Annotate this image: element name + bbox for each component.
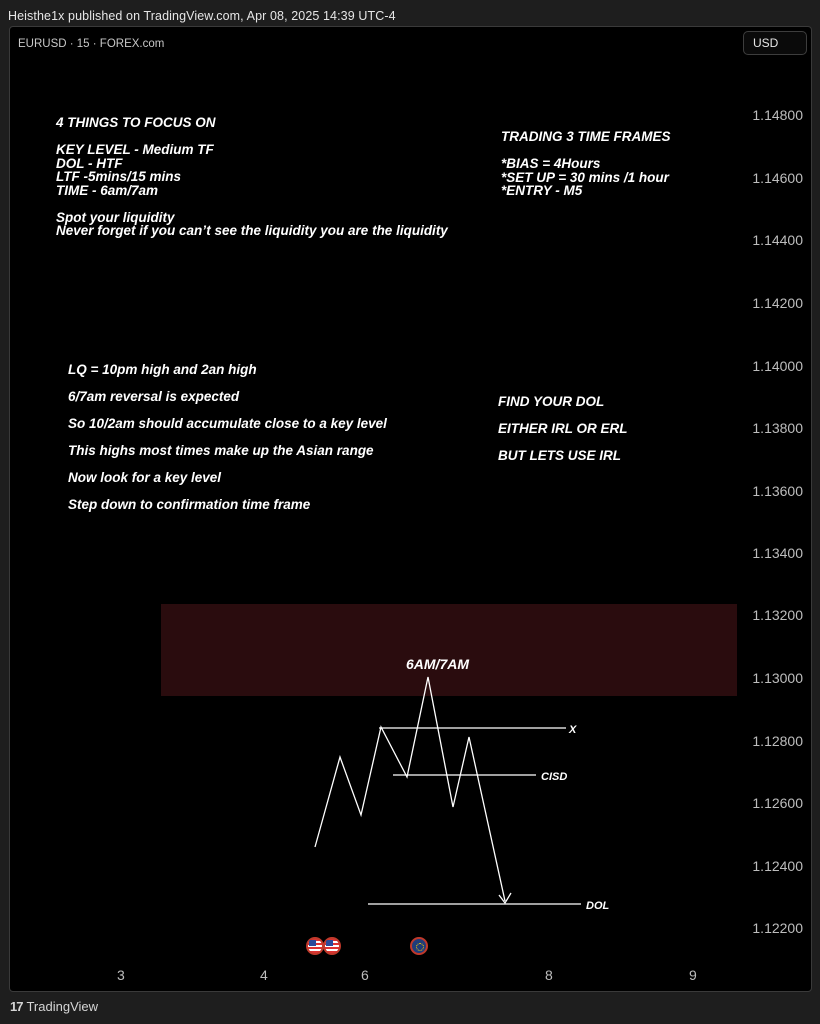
- publish-info: Heisthe1x published on TradingView.com, Apr 08, 2025 14:39 UTC-4: [8, 9, 396, 23]
- price-label: 1.13800: [752, 420, 803, 436]
- price-label: 1.12800: [752, 733, 803, 749]
- price-label: 1.13600: [752, 483, 803, 499]
- price-label: 1.14600: [752, 170, 803, 186]
- tradingview-logo-icon: 17: [10, 999, 23, 1014]
- lq-line: So 10/2am should accumulate close to a key level: [68, 416, 387, 431]
- price-label: 1.14200: [752, 295, 803, 311]
- brand-text: TradingView: [26, 999, 99, 1014]
- price-label: 1.13200: [752, 607, 803, 623]
- focus-title: 4 THINGS TO FOCUS ON: [56, 115, 216, 130]
- timeframes-line: *ENTRY - M5: [501, 183, 583, 198]
- us-flag-icon[interactable]: [323, 937, 341, 955]
- time-label: 6: [361, 967, 369, 983]
- timeframes-line: *BIAS = 4Hours: [501, 156, 601, 171]
- focus-line: KEY LEVEL - Medium TF: [56, 142, 214, 157]
- chart-pane[interactable]: [9, 26, 812, 992]
- price-label: 1.14000: [752, 358, 803, 374]
- zone-label: 6AM/7AM: [406, 656, 470, 672]
- us-flag-icon[interactable]: [306, 937, 324, 955]
- x-label: X: [569, 724, 577, 736]
- time-label: 3: [117, 967, 125, 983]
- price-label: 1.14800: [752, 107, 803, 123]
- dol-line: FIND YOUR DOL: [498, 394, 605, 409]
- symbol-info[interactable]: EURUSD · 15 · FOREX.com: [18, 38, 165, 50]
- dol-line: BUT LETS USE IRL: [498, 448, 622, 463]
- lq-line: This highs most times make up the Asian range: [68, 443, 374, 458]
- dol-label: DOL: [586, 900, 610, 912]
- price-label: 1.13000: [752, 670, 803, 686]
- cisd-label: CISD: [541, 771, 568, 783]
- price-path-line[interactable]: [315, 677, 505, 901]
- focus-line: TIME - 6am/7am: [56, 182, 159, 198]
- eu-flag-icon[interactable]: [410, 937, 428, 955]
- lq-line: LQ = 10pm high and 2an high: [68, 362, 257, 377]
- lq-line: Now look for a key level: [68, 470, 222, 485]
- price-label: 1.12200: [752, 920, 803, 936]
- publish-header: [0, 0, 820, 28]
- footer-bar: [0, 992, 820, 1024]
- focus-line: DOL - HTF: [56, 155, 123, 171]
- time-label: 8: [545, 967, 553, 983]
- price-label: 1.13400: [752, 545, 803, 561]
- time-label: 4: [260, 967, 268, 983]
- price-label: 1.14400: [752, 232, 803, 248]
- timeframes-line: *SET UP = 30 mins /1 hour: [501, 169, 669, 185]
- tradingview-logo[interactable]: [10, 999, 98, 1014]
- focus-line: LTF -5mins/15 mins: [56, 169, 182, 184]
- lq-line: 6/7am reversal is expected: [68, 389, 240, 404]
- price-path-drawing[interactable]: [10, 27, 811, 991]
- dol-line: EITHER IRL OR ERL: [498, 421, 628, 436]
- lq-line: Step down to confirmation time frame: [68, 497, 311, 512]
- timeframes-title: TRADING 3 TIME FRAMES: [501, 129, 671, 144]
- focus-line: Never forget if you can’t see the liquidity you are the liquidity: [56, 223, 448, 238]
- currency-button[interactable]: USD: [743, 31, 807, 55]
- focus-line: Spot your liquidity: [56, 209, 175, 225]
- time-label: 9: [689, 967, 697, 983]
- price-label: 1.12400: [752, 858, 803, 874]
- price-label: 1.12600: [752, 795, 803, 811]
